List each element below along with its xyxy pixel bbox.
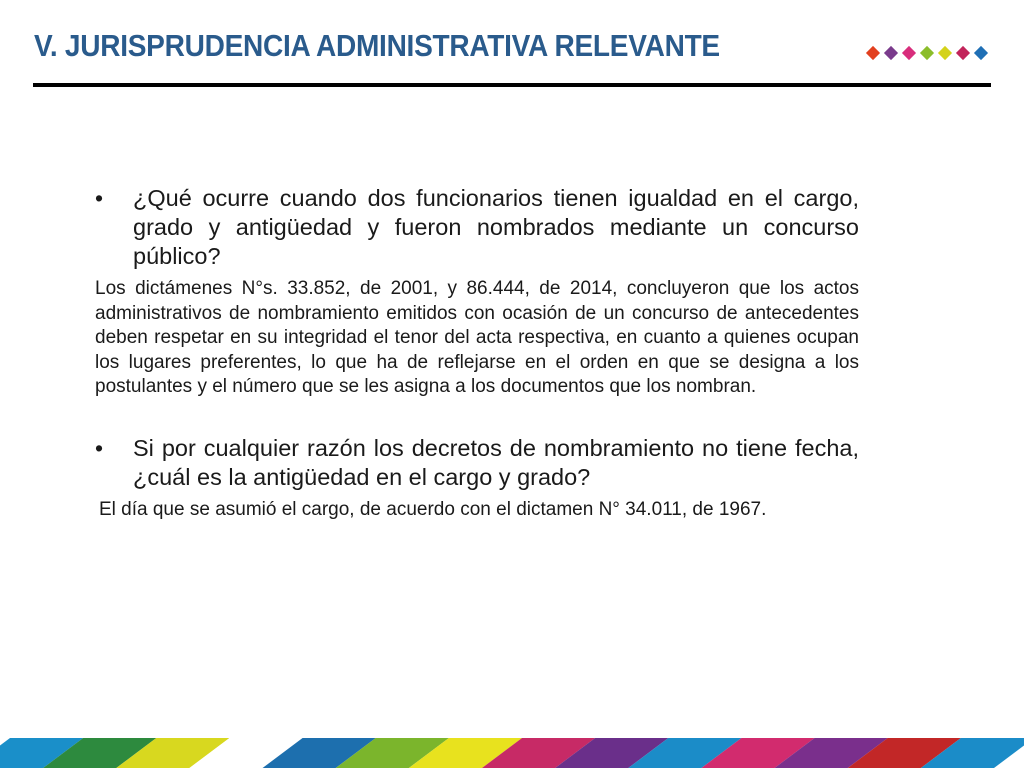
- question-1-text: ¿Qué ocurre cuando dos funcionarios tienen igualdad en el cargo, grado y antigüedad y fueron nombrados mediante un concurso público?: [133, 185, 859, 269]
- diamond-icon: [920, 46, 934, 60]
- answer-2: El día que se asumió el cargo, de acuerdo con el dictamen N° 34.011, de 1967.: [99, 498, 767, 520]
- question-2-text: Si por cualquier razón los decretos de nombramiento no tiene fecha, ¿cuál es la antigüedad en el cargo y grado?: [133, 434, 859, 490]
- diamond-icon: [938, 46, 952, 60]
- diamond-icon: [884, 46, 898, 60]
- bullet-icon: •: [95, 185, 104, 211]
- slide-body: [95, 184, 859, 522]
- decorative-diamonds: [866, 44, 996, 62]
- footer-stripes: [0, 738, 1024, 768]
- diamond-icon: [866, 46, 880, 60]
- bullet-icon: •: [95, 434, 104, 461]
- question-2: [95, 434, 859, 492]
- title-divider: [33, 83, 991, 87]
- answer-1: Los dictámenes N°s. 33.852, de 2001, y 86.444, de 2014, concluyeron que los actos administrativos de nombramiento emitidos con ocasión de un concurso de antecedentes deben respetar en su integridad el tenor del acta respectiva, en cuanto a quienes ocupan los lugares preferentes, lo que ha de reflejarse en el orden en que se designa a los postulantes y el número que se les asigna a los documentos que los nombran.: [95, 278, 859, 397]
- slide-title: V. JURISPRUDENCIA ADMINISTRATIVA RELEVANTE: [34, 28, 720, 63]
- question-1: [95, 184, 859, 271]
- diamond-icon: [902, 46, 916, 60]
- diamond-icon: [974, 46, 988, 60]
- diamond-icon: [956, 46, 970, 60]
